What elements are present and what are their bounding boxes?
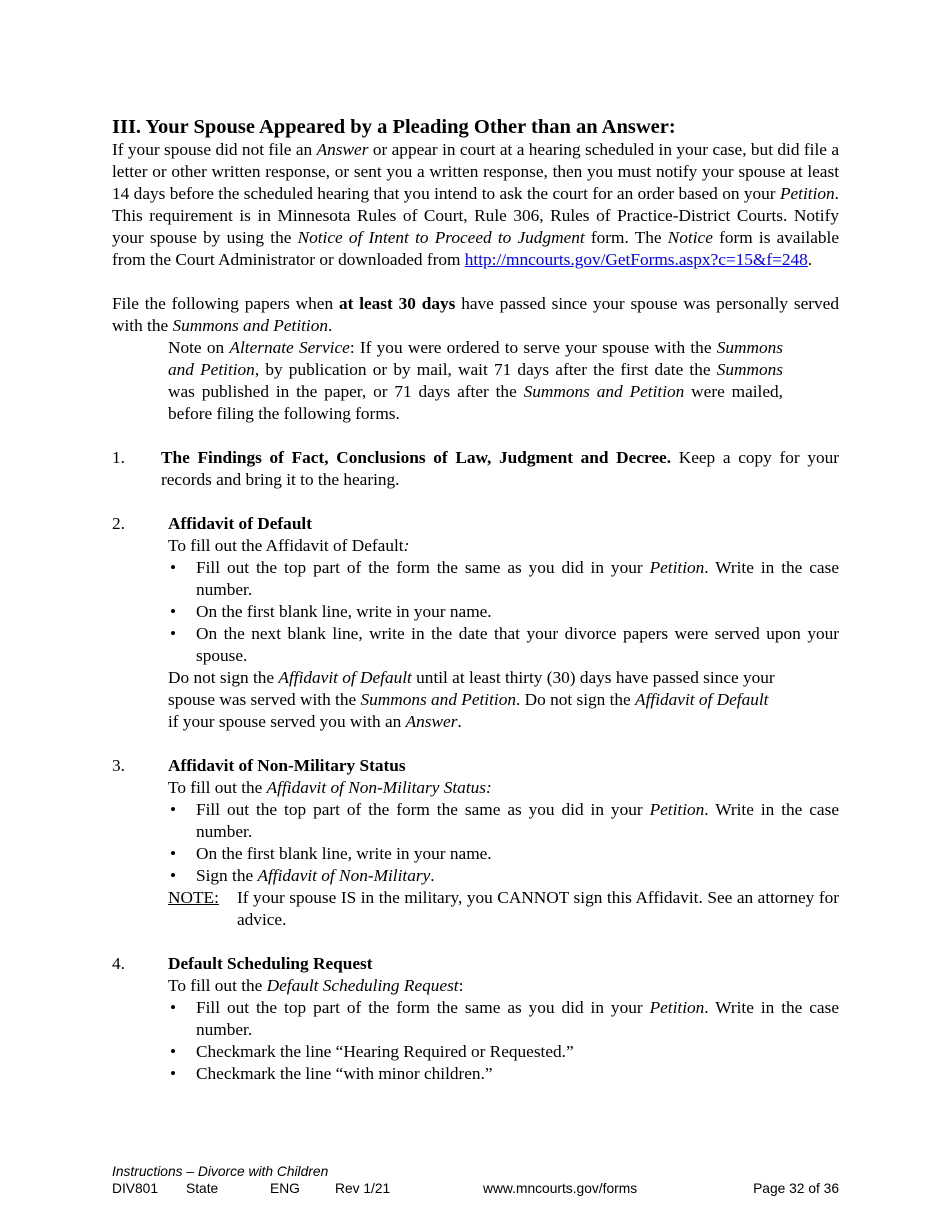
item-2-title: Affidavit of Default xyxy=(168,514,312,533)
bullet-item: • Checkmark the line “with minor children.” xyxy=(170,1064,493,1083)
bullet-icon: • xyxy=(170,602,177,621)
item-3-bullets xyxy=(168,799,839,887)
item-2-lead: To fill out the Affidavit of Default: xyxy=(168,536,410,555)
footer-scope: State xyxy=(186,1181,219,1196)
alternate-service-note: Note on Alternate Service: If you were ordered to serve your spouse with the Summons and Petition, by publication or by mail, wait 71 days after the first date the Summons was published in the paper, or 71 days after the Summons and Petition were mailed, before filing the following forms. xyxy=(168,338,784,423)
item-3 xyxy=(112,755,839,931)
bullet-item: • Sign the Affidavit of Non-Military. xyxy=(170,866,435,885)
document-body xyxy=(112,115,839,1085)
footer-url: www.mncourts.gov/forms xyxy=(483,1181,638,1196)
bullet-item: • On the first blank line, write in your name. xyxy=(170,602,492,621)
bullet-item: • On the next blank line, write in the date that your divorce papers were served upon your spouse. xyxy=(170,624,839,665)
bullet-item: • On the first blank line, write in your name. xyxy=(170,844,492,863)
bullet-item: • Fill out the top part of the form the same as you did in your Petition. Write in the case number. xyxy=(170,800,840,841)
item-1 xyxy=(112,447,839,491)
item-2-bullets xyxy=(168,557,839,667)
footer-page-number: Page 32 of 36 xyxy=(753,1181,839,1196)
footer-doc-title: Instructions – Divorce with Children xyxy=(112,1164,329,1179)
page-footer xyxy=(112,1163,839,1197)
footer-language: ENG xyxy=(270,1181,300,1196)
item-2-after-note: Do not sign the Affidavit of Default until at least thirty (30) days have passed since your spouse was served with the Summons and Petition. Do not sign the Affidavit of Default if your spouse served you with an Answer. xyxy=(168,668,775,731)
bullet-icon: • xyxy=(170,1064,177,1083)
item-4-bullets xyxy=(168,997,839,1085)
item-number: 4. xyxy=(112,954,125,973)
bullet-item: • Fill out the top part of the form the same as you did in your Petition. Write in the case number. xyxy=(170,998,840,1039)
item-3-title: Affidavit of Non-Military Status xyxy=(168,756,406,775)
item-1-text: The Findings of Fact, Conclusions of Law, Judgment and Decree. Keep a copy for your records and bring it to the hearing. xyxy=(161,448,840,489)
item-4 xyxy=(112,953,839,1085)
bullet-icon: • xyxy=(170,558,177,577)
bullet-icon: • xyxy=(170,866,177,885)
item-4-title: Default Scheduling Request xyxy=(168,954,373,973)
footer-revision: Rev 1/21 xyxy=(335,1181,391,1196)
military-note xyxy=(168,887,839,931)
bullet-icon: • xyxy=(170,800,177,819)
item-number: 3. xyxy=(112,756,125,775)
bullet-icon: • xyxy=(170,624,177,643)
item-number: 2. xyxy=(112,514,125,533)
section-heading: III. Your Spouse Appeared by a Pleading Other than an Answer: xyxy=(112,116,676,138)
footer-form-code: DIV801 xyxy=(112,1181,159,1196)
note-label: NOTE: xyxy=(168,888,219,907)
bullet-icon: • xyxy=(170,1042,177,1061)
bullet-icon: • xyxy=(170,844,177,863)
note-text: If your spouse IS in the military, you CANNOT sign this Affidavit. See an attorney for advice. xyxy=(237,888,839,929)
item-3-lead: To fill out the Affidavit of Non-Military Status: xyxy=(168,778,492,797)
item-2 xyxy=(112,513,839,733)
intro-paragraph: If your spouse did not file an Answer or appear in court at a hearing scheduled in your case, but did file a letter or other written response, or sent you a written response, then you must notify your spouse at least 14 days before the scheduled hearing that you intend to ask the court for an order based on your Petition. This requirement is in Minnesota Rules of Court, Rule 306, Rules of Practice-District Courts. Notify your spouse by using the Notice of Intent to Proceed to Judgment form. The Notice form is available from the Court Administrator or downloaded from http://mncourts.gov/GetForms.aspx?c=15&f=248. xyxy=(112,140,839,269)
item-number: 1. xyxy=(112,448,125,467)
bullet-item: • Fill out the top part of the form the same as you did in your Petition. Write in the case number. xyxy=(170,558,840,599)
file-papers-paragraph: File the following papers when at least 30 days have passed since your spouse was personally served with the Summons and Petition. xyxy=(112,294,839,335)
getforms-link[interactable]: http://mncourts.gov/GetForms.aspx?c=15&f=248 xyxy=(464,250,808,269)
item-4-lead: To fill out the Default Scheduling Request: xyxy=(168,976,464,995)
bullet-icon: • xyxy=(170,998,177,1017)
bullet-item: • Checkmark the line “Hearing Required or Requested.” xyxy=(170,1042,574,1061)
